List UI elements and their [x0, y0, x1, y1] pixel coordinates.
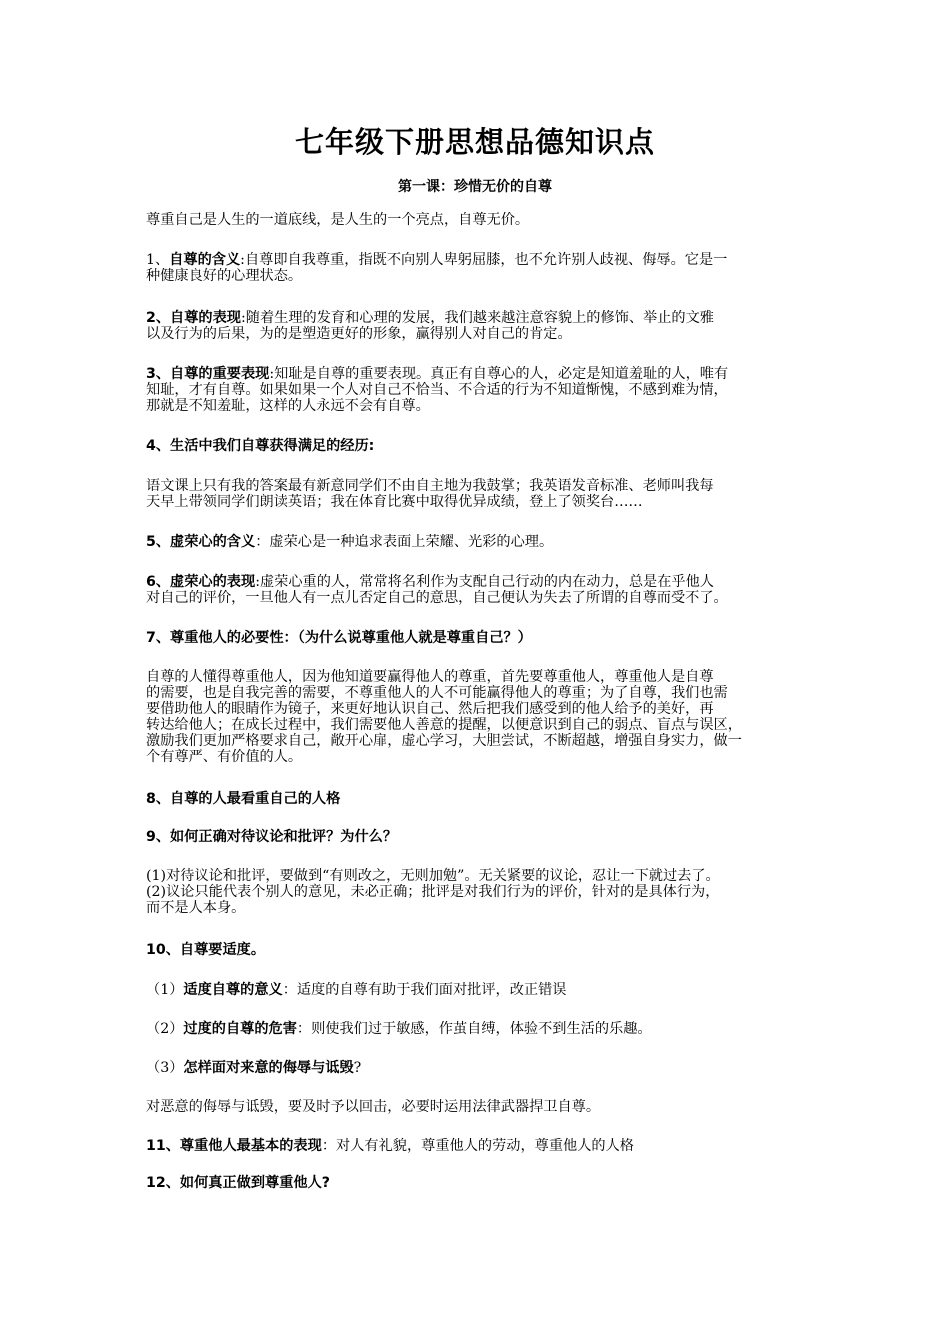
p7-text-line5: 激励我们更加严格要求自己，敞开心扉，虚心学习，大胆尝试，不断超越，增强自身实力，做一 [146, 733, 742, 749]
p6-heading: 6、虚荣心的表现 [146, 574, 256, 590]
p4-heading: 4、生活中我们自尊获得满足的经历: [146, 438, 375, 454]
paragraph-9-heading [146, 829, 818, 845]
paragraph-8 [146, 791, 818, 807]
p8-heading: 8、自尊的人最看重自己的人格 [146, 791, 341, 807]
intro-paragraph [146, 212, 818, 228]
p2-heading: 2、自尊的表现 [146, 310, 241, 326]
paragraph-11 [146, 1138, 818, 1154]
p2-text-line2: 以及行为的后果，为的是塑造更好的形象，赢得别人对自己的肯定。 [146, 326, 572, 342]
p3-text-line2: 知耻，才有自尊。如果如果一个人对自己不恰当、不合适的行为不知道惭愧，不感到难为情， [146, 382, 728, 398]
p5-text-line1: ：虚荣心是一种追求表面上荣耀、光彩的心理。 [255, 534, 554, 550]
p12-heading: 12、如何真正做到尊重他人? [146, 1175, 331, 1191]
p10-1-number: （1） [146, 982, 184, 998]
paragraph-4-body [146, 478, 818, 510]
p5-heading: 5、虚荣心的含义 [146, 534, 256, 550]
paragraph-6 [146, 574, 818, 606]
p3-heading: 3、自尊的重要表现 [146, 366, 270, 382]
paragraph-4-heading [146, 438, 818, 454]
paragraph-1 [146, 252, 818, 284]
p9-text-line1: (1)对待议论和批评，要做到“有则改之，无则加勉”。无关紧要的议论，忍让一下就过去了。 [146, 868, 720, 884]
paragraph-7-heading [146, 630, 818, 646]
p10-3-heading: 怎样面对来意的侮辱与诋毁 [183, 1060, 354, 1076]
p7-text-line1: 自尊的人懂得尊重他人，因为他知道要赢得他人的尊重，首先要尊重他人，尊重他人是自尊 [146, 669, 714, 685]
p3-text-line3: 那就是不知羞耻，这样的人永远不会有自尊。 [146, 398, 430, 414]
intro-text: 尊重自己是人生的一道底线，是人生的一个亮点，自尊无价。 [146, 212, 530, 228]
paragraph-5 [146, 534, 818, 550]
p1-heading: 自尊的含义 [169, 252, 241, 268]
paragraph-10-heading [146, 942, 818, 958]
p10-3-body-text: 对恶意的侮辱与诋毁，要及时予以回击，必要时运用法律武器捍卫自尊。 [146, 1099, 601, 1115]
p10-1-text: ：适度的自尊有助于我们面对批评，改正错误 [282, 982, 567, 998]
p3-text-line1: :知耻是自尊的重要表现。真正有自尊心的人，必定是知道羞耻的人，唯有 [269, 366, 729, 382]
p10-1-heading: 适度自尊的意义 [183, 982, 283, 998]
p11-heading: 11、尊重他人最基本的表现 [146, 1138, 322, 1154]
paragraph-10-3-body [146, 1099, 818, 1115]
p7-text-line3: 要借助他人的眼睛作为镜子，来更好地认识自己、然后把我们感受到的他人给予的美好，再 [146, 701, 714, 717]
paragraph-10-2 [146, 1021, 818, 1037]
p10-3-number: （3） [146, 1060, 184, 1076]
paragraph-12 [146, 1175, 818, 1191]
p10-2-number: （2） [146, 1021, 184, 1037]
paragraph-10-1 [146, 982, 818, 998]
p6-text-line2: 对自己的评价，一旦他人有一点儿否定自己的意思，自己便认为失去了所谓的自尊而受不了。 [146, 590, 728, 606]
p9-text-line2: (2)议论只能代表个别人的意见，未必正确；批评是对我们行为的评价，针对的是具体行为， [146, 884, 720, 900]
paragraph-3 [146, 366, 818, 414]
p10-3-text: ? [353, 1060, 362, 1076]
p9-heading: 9、如何正确对待议论和批评？为什么？ [146, 829, 398, 845]
p10-heading: 10、自尊要适度。 [146, 942, 266, 958]
lesson-title: 第一课：珍惜无价的自尊 [398, 179, 552, 195]
document-title: 七年级下册思想品德知识点 [294, 125, 655, 159]
p4-text-line1: 语文课上只有我的答案最有新意同学们不由自主地为我鼓掌；我英语发音标准、老师叫我每 [146, 478, 714, 494]
p10-2-text: ：则使我们过于敏感，作茧自缚，体验不到生活的乐趣。 [296, 1021, 652, 1037]
p4-text-line2: 天早上带领同学们朗读英语；我在体育比赛中取得优异成绩，登上了领奖台…… [146, 494, 643, 510]
p6-text-line1: :虚荣心重的人，常常将名利作为支配自己行动的内在动力，总是在乎他人 [255, 574, 714, 590]
paragraph-7-body [146, 669, 818, 765]
p1-text-line2: 种健康良好的心理状态。 [146, 268, 303, 284]
p10-2-heading: 过度的自尊的危害 [183, 1021, 297, 1037]
p1-number: 1、 [146, 252, 170, 268]
p7-text-line6: 个有尊严、有价值的人。 [146, 749, 303, 765]
p7-text-line4: 转达给他人；在成长过程中，我们需要他人善意的提醒，以便意识到自己的弱点、盲点与误区， [146, 717, 742, 733]
p9-text-line3: 而不是人本身。 [146, 900, 246, 916]
p11-text: ：对人有礼貌，尊重他人的劳动，尊重他人的人格 [321, 1138, 634, 1154]
paragraph-10-3 [146, 1060, 818, 1076]
p2-text-line1: :随着生理的发育和心理的发展，我们越来越注意容貌上的修饰、举止的文雅 [241, 310, 714, 326]
p1-text-line1: :自尊即自我尊重，指既不向别人卑躬屈膝，也不允许别人歧视、侮辱。它是一 [240, 252, 728, 268]
p7-text-line2: 的需要，也是自我完善的需要，不尊重他人的人不可能赢得他人的尊重；为了自尊，我们也需 [146, 685, 728, 701]
paragraph-9-body [146, 868, 818, 916]
p7-heading: 7、尊重他人的必要性：（为什么说尊重他人就是尊重自己？） [146, 630, 532, 646]
paragraph-2 [146, 310, 818, 342]
